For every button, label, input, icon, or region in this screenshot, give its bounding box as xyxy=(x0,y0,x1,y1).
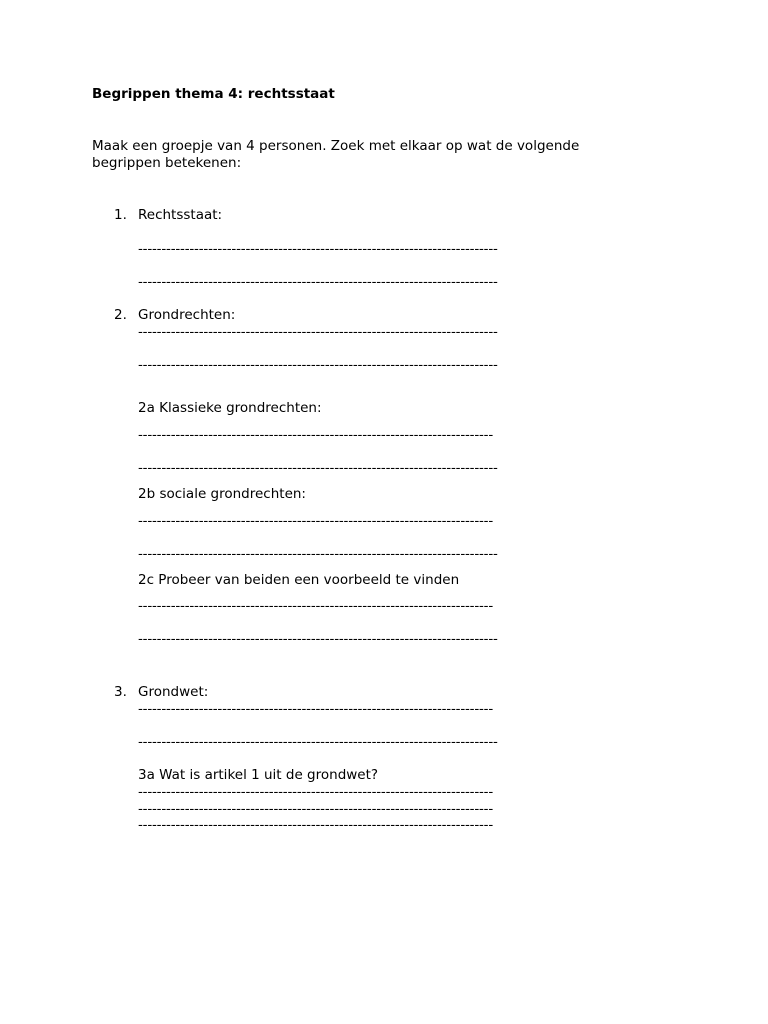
answer-line: ---------------------------------------------------------------------------- xyxy=(138,598,494,614)
answer-line: ----------------------------------------------------------------------------- xyxy=(138,357,498,373)
intro-text-line-2: begrippen betekenen: xyxy=(92,155,242,171)
answer-line: ---------------------------------------------------------------------------- xyxy=(138,513,494,529)
answer-line: ----------------------------------------------------------------------------- xyxy=(138,734,498,750)
item-number-3: 3. xyxy=(114,684,127,700)
sub-item-label-2b: 2b sociale grondrechten: xyxy=(138,486,306,502)
page-title: Begrippen thema 4: rechtsstaat xyxy=(92,86,335,102)
answer-line: ----------------------------------------------------------------------------- xyxy=(138,631,498,647)
item-number-1: 1. xyxy=(114,207,127,223)
answer-line: ----------------------------------------------------------------------------- xyxy=(138,546,498,562)
item-label-rechtsstaat: Rechtsstaat: xyxy=(138,207,223,223)
answer-line: ---------------------------------------------------------------------------- xyxy=(138,701,494,717)
answer-line: ----------------------------------------------------------------------------- xyxy=(138,241,498,257)
answer-line: ---------------------------------------------------------------------------- xyxy=(138,817,494,833)
item-label-grondrechten: Grondrechten: xyxy=(138,307,236,323)
answer-line: ----------------------------------------------------------------------------- xyxy=(138,460,498,476)
item-number-2: 2. xyxy=(114,307,127,323)
sub-item-label-2c: 2c Probeer van beiden een voorbeeld te vinden xyxy=(138,572,460,588)
answer-line: ---------------------------------------------------------------------------- xyxy=(138,801,494,817)
answer-line: ----------------------------------------------------------------------------- xyxy=(138,324,498,340)
answer-line: ---------------------------------------------------------------------------- xyxy=(138,427,494,443)
answer-line: ----------------------------------------------------------------------------- xyxy=(138,274,498,290)
item-label-grondwet: Grondwet: xyxy=(138,684,209,700)
intro-text-line-1: Maak een groepje van 4 personen. Zoek met elkaar op wat de volgende xyxy=(92,138,580,154)
answer-line: ---------------------------------------------------------------------------- xyxy=(138,784,494,800)
sub-item-label-3a: 3a Wat is artikel 1 uit de grondwet? xyxy=(138,767,379,783)
sub-item-label-2a: 2a Klassieke grondrechten: xyxy=(138,400,322,416)
